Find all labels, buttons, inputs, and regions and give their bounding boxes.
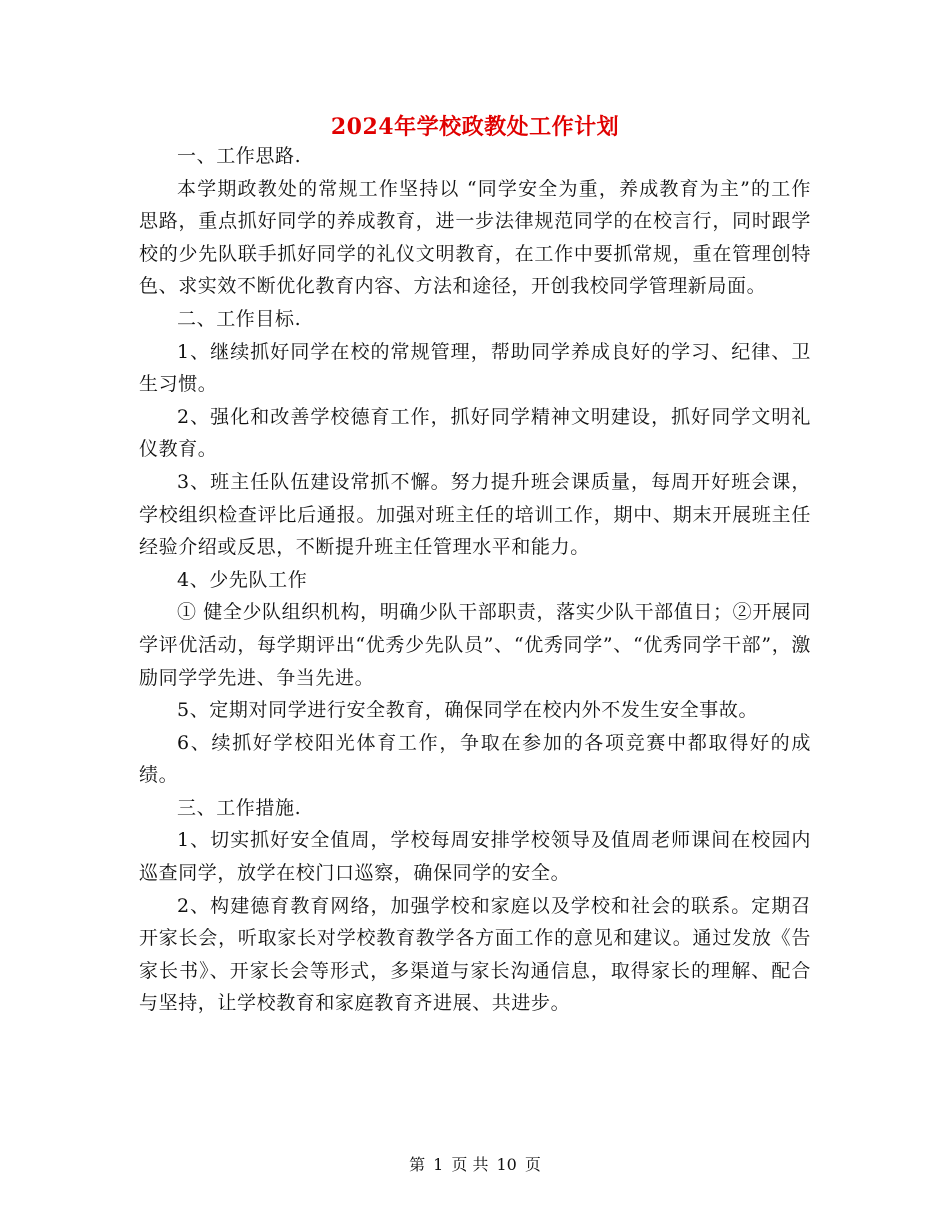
document-body xyxy=(139,140,811,1020)
footer-mid: 页 共 xyxy=(451,1155,489,1174)
footer-prefix: 第 xyxy=(409,1155,426,1174)
heading-work-measures: 三、工作措施. xyxy=(177,796,302,819)
paragraph-goal-6: 6、续抓好学校阳光体育工作，争取在参加的各项竞赛中都取得好的成绩。 xyxy=(139,731,811,787)
paragraph-goal-2: 2、强化和改善学校德育工作，抓好同学精神文明建设，抓好同学文明礼仪教育。 xyxy=(139,405,811,461)
paragraph-goal-4-detail: ① 健全少队组织机构，明确少队干部职责，落实少队干部值日；②开展同学评优活动，每学期评出“优秀少先队员”、“优秀同学”、“优秀同学干部”，激励同学学先进、争当先进。 xyxy=(139,601,811,689)
footer-suffix: 页 xyxy=(524,1155,541,1174)
paragraph-goal-3: 3、班主任队伍建设常抓不懈。努力提升班会课质量，每周开好班会课，学校组织检查评比后通报。加强对班主任的培训工作，期中、期末开展班主任经验介绍或反思，不断提升班主任管理水平和能力。 xyxy=(139,470,811,559)
paragraph-measure-2: 2、构建德育教育网络，加强学校和家庭以及学校和社会的联系。定期召开家长会，听取家长对学校教育教学各方面工作的意见和建议。通过发放《告家长书》、开家长会等形式，多渠道与家长沟通信息，取得家长的理解、配合与坚持，让学校教育和家庭教育齐进展、共进步。 xyxy=(139,894,811,1015)
paragraph-work-ideas: 本学期政教处的常规工作坚持以 “同学安全为重，养成教育为主”的工作思路，重点抓好同学的养成教育，进一步法律规范同学的在校言行，同时跟学校的少先队联手抓好同学的礼仪文明教育，在工作中要抓常规，重在管理创特色、求实效不断优化教育内容、方法和途径，开创我校同学管理新局面。 xyxy=(139,177,811,298)
page-footer xyxy=(0,1153,950,1177)
heading-work-goals: 二、工作目标. xyxy=(177,307,302,330)
paragraph-goal-4: 4、少先队工作 xyxy=(177,568,308,591)
footer-total-pages: 10 xyxy=(496,1155,517,1174)
document-title: 2024年学校政教处工作计划 xyxy=(330,114,620,140)
paragraph-measure-1: 1、切实抓好安全值周，学校每周安排学校领导及值周老师课间在校园内巡查同学，放学在校门口巡察，确保同学的安全。 xyxy=(139,829,811,885)
footer-page-number: 1 xyxy=(433,1155,444,1174)
heading-work-ideas: 一、工作思路. xyxy=(177,145,302,167)
paragraph-goal-5: 5、定期对同学进行安全教育，确保同学在校内外不发生安全事故。 xyxy=(177,699,759,722)
paragraph-goal-1: 1、继续抓好同学在校的常规管理，帮助同学养成良好的学习、纪律、卫生习惯。 xyxy=(139,340,811,396)
